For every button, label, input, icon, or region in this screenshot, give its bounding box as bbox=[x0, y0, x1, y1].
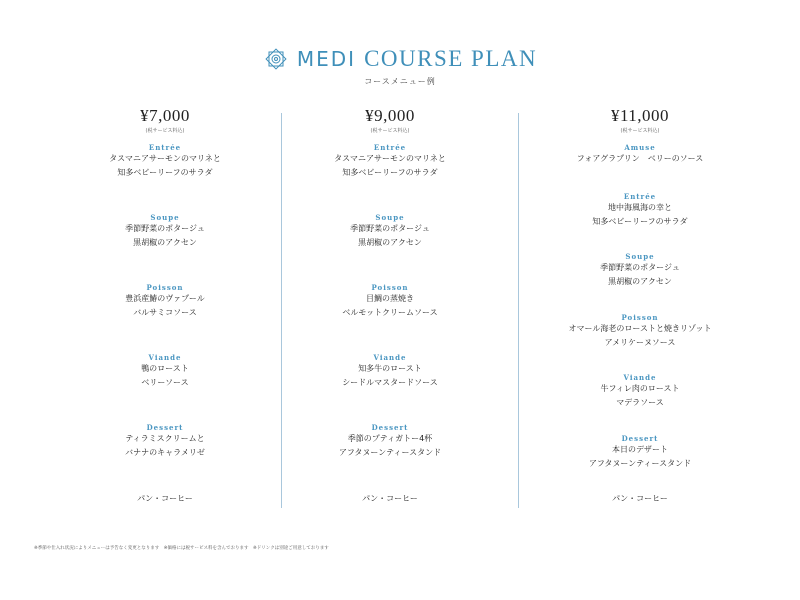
menu-section bbox=[305, 213, 475, 250]
course-column-7000 bbox=[80, 106, 250, 503]
dish-line: 季節野菜のポタージュ bbox=[600, 263, 680, 272]
dish-line: 黒胡椒のアクセン bbox=[608, 277, 672, 286]
menu-section bbox=[80, 423, 250, 460]
section-label: Entrée bbox=[148, 143, 182, 152]
menu-section bbox=[555, 313, 725, 350]
page-title: COURSE PLAN bbox=[364, 46, 538, 71]
menu-section bbox=[305, 283, 475, 320]
menu-section bbox=[555, 252, 725, 289]
divider-line-2 bbox=[518, 113, 519, 508]
dish-line: 黒胡椒のアクセン bbox=[133, 238, 197, 247]
dish-line: アメリケーヌソース bbox=[604, 338, 676, 347]
dish-line: 知多ベビーリーフのサラダ bbox=[592, 217, 688, 226]
dish-line: 黒胡椒のアクセン bbox=[358, 238, 422, 247]
section-label: Dessert bbox=[621, 434, 659, 443]
menu-section bbox=[555, 434, 725, 471]
dish-line: アフタヌーンティースタンド bbox=[338, 448, 442, 457]
course-column-9000 bbox=[305, 106, 475, 503]
course-price: ¥11,000 bbox=[610, 106, 670, 125]
dish-line: アフタヌーンティースタンド bbox=[588, 459, 692, 468]
dish-line: パン・コーヒー bbox=[612, 494, 668, 503]
dish-line: 豊浜産鰆のヴァプール bbox=[125, 294, 205, 303]
menu-section bbox=[555, 373, 725, 410]
course-price: ¥9,000 bbox=[365, 106, 415, 125]
section-label: Entrée bbox=[623, 192, 657, 201]
menu-section bbox=[80, 283, 250, 320]
section-label: Soupe bbox=[150, 213, 180, 222]
section-label: Viande bbox=[148, 353, 182, 362]
divider-line-1 bbox=[281, 113, 282, 508]
dish-line: 季節野菜のポタージュ bbox=[125, 224, 205, 233]
dish-line: 季節野菜のポタージュ bbox=[350, 224, 430, 233]
menu-section bbox=[80, 213, 250, 250]
medi-logo-icon bbox=[263, 46, 289, 72]
section-label: Dessert bbox=[371, 423, 409, 432]
course-column-11000 bbox=[555, 106, 725, 503]
dish-line: ベルモットクリームソース bbox=[342, 308, 438, 317]
menu-section bbox=[555, 492, 725, 506]
dish-line: 本日のデザート bbox=[612, 445, 668, 454]
section-label: Poisson bbox=[146, 283, 184, 292]
dish-line: パン・コーヒー bbox=[362, 494, 418, 503]
menu-section bbox=[305, 353, 475, 390]
dish-line: 地中海風海の幸と bbox=[608, 203, 672, 212]
section-label: Viande bbox=[623, 373, 657, 382]
dish-line: バナナのキャラメリゼ bbox=[125, 448, 205, 457]
section-label: Soupe bbox=[625, 252, 655, 261]
dish-line: ベリーソース bbox=[141, 378, 189, 387]
footer-note: ※季節や仕入れ状況によりメニューは予告なく変更となります ※価格には税サービス料を含んでおります ※ドリンクは別途ご用意しております bbox=[34, 546, 329, 551]
dish-line: 知多ベビーリーフのサラダ bbox=[342, 168, 438, 177]
menu-section bbox=[80, 143, 250, 180]
dish-line: シードルマスタードソース bbox=[342, 378, 438, 387]
dish-line: マデラソース bbox=[616, 398, 664, 407]
tax-note: (税サービス料込) bbox=[620, 128, 660, 134]
page-subtitle: コースメニュー例 bbox=[364, 77, 436, 86]
dish-line: パン・コーヒー bbox=[137, 494, 193, 503]
dish-line: 季節のプティガトー4杯 bbox=[347, 434, 433, 443]
section-label: Viande bbox=[373, 353, 407, 362]
section-label: Poisson bbox=[371, 283, 409, 292]
dish-line: ティラミスクリームと bbox=[125, 434, 205, 443]
dish-line: 鴨のロースト bbox=[141, 364, 189, 373]
dish-line: 知多ベビーリーフのサラダ bbox=[117, 168, 213, 177]
title-row bbox=[0, 46, 800, 72]
menu-section bbox=[555, 143, 725, 166]
menu-section bbox=[305, 492, 475, 506]
tax-note: (税サービス料込) bbox=[370, 128, 410, 134]
section-label: Soupe bbox=[375, 213, 405, 222]
tax-note: (税サービス料込) bbox=[145, 128, 185, 134]
dish-line: 牛フィレ肉のロースト bbox=[600, 384, 680, 393]
menu-section bbox=[305, 143, 475, 180]
dish-line: オマール海老のローストと焼きリゾット bbox=[568, 324, 712, 333]
menu-section bbox=[305, 423, 475, 460]
menu-section bbox=[80, 353, 250, 390]
dish-line: バルサミコソース bbox=[133, 308, 197, 317]
section-label: Entrée bbox=[373, 143, 407, 152]
section-label: Amuse bbox=[624, 143, 656, 152]
header bbox=[0, 46, 800, 87]
menu-section bbox=[80, 492, 250, 506]
dish-line: 知多牛のロースト bbox=[358, 364, 422, 373]
dish-line: フォアグラプリン ベリーのソース bbox=[576, 154, 704, 163]
dish-line: タスマニアサーモンのマリネと bbox=[334, 154, 446, 163]
dish-line: タスマニアサーモンのマリネと bbox=[109, 154, 221, 163]
section-label: Dessert bbox=[146, 423, 184, 432]
menu-section bbox=[555, 192, 725, 229]
dish-line: 目鯛の蒸焼き bbox=[366, 294, 414, 303]
section-label: Poisson bbox=[621, 313, 659, 322]
course-price: ¥7,000 bbox=[140, 106, 190, 125]
brand-name: MEDI bbox=[296, 47, 357, 71]
